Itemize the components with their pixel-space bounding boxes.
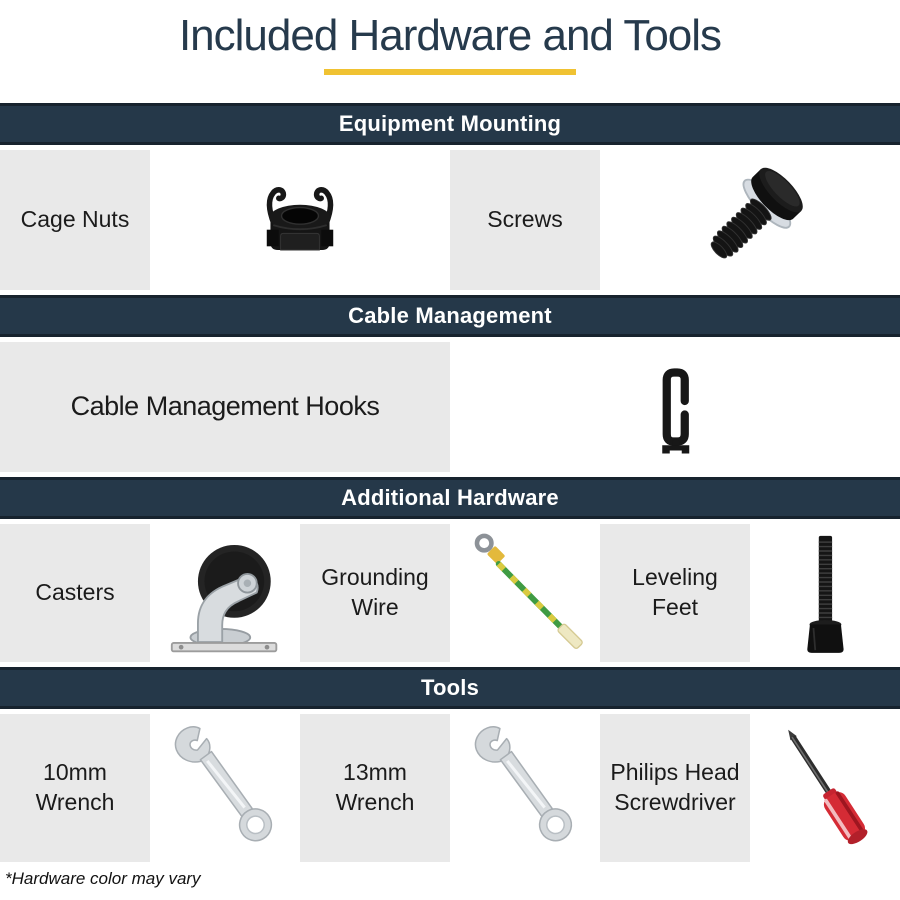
leveling-feet-label: Leveling Feet (600, 524, 750, 662)
wrench-13mm-image-cell (450, 714, 600, 862)
grounding-wire-image (457, 525, 593, 661)
cage-nuts-label: Cage Nuts (0, 150, 150, 290)
grounding-wire-image-cell (450, 524, 600, 662)
wrench-13mm-label: 13mm Wrench (300, 714, 450, 862)
cable-management-hook-image-cell (450, 342, 900, 472)
hardware-color-footnote: *Hardware color may vary (5, 869, 201, 888)
caster-image-cell (150, 524, 300, 662)
row-cable-management (0, 342, 900, 472)
section-header-tools (0, 667, 900, 709)
combination-wrench-image (165, 716, 286, 860)
rack-screw-image-cell (600, 150, 900, 290)
casters-label: Casters (0, 524, 150, 662)
combination-wrench-image (465, 716, 586, 860)
section-title: Additional Hardware (341, 485, 559, 510)
row-tools (0, 714, 900, 862)
section-title: Equipment Mounting (338, 111, 562, 136)
row-additional-hardware (0, 524, 900, 662)
wrench-10mm-image-cell (150, 714, 300, 862)
page-title: Included Hardware and Tools (178, 11, 722, 60)
phillips-screwdriver-image-cell (750, 714, 900, 862)
section-title: Cable Management (348, 303, 552, 328)
cable-management-hooks-label: Cable Management Hooks (0, 342, 450, 472)
caster-image (155, 528, 295, 659)
wrench-10mm-label: 10mm Wrench (0, 714, 150, 862)
title-block (0, 0, 900, 103)
grounding-wire-label: Grounding Wire (300, 524, 450, 662)
section-title: Tools (420, 675, 480, 700)
row-equipment-mounting (0, 150, 900, 290)
cable-management-hook-image (645, 356, 705, 458)
leveling-foot-image (794, 527, 856, 660)
section-header-cable-management (0, 295, 900, 337)
rack-screw-image (675, 154, 825, 286)
accent-underline (324, 69, 576, 75)
phillips-screwdriver-image (763, 717, 888, 859)
leveling-foot-image-cell (750, 524, 900, 662)
screws-label: Screws (450, 150, 600, 290)
cage-nut-image (240, 175, 360, 265)
section-header-additional-hardware (0, 477, 900, 519)
section-header-equipment-mounting (0, 103, 900, 145)
cage-nut-image-cell (150, 150, 450, 290)
phillips-screwdriver-label: Philips Head Screwdriver (600, 714, 750, 862)
